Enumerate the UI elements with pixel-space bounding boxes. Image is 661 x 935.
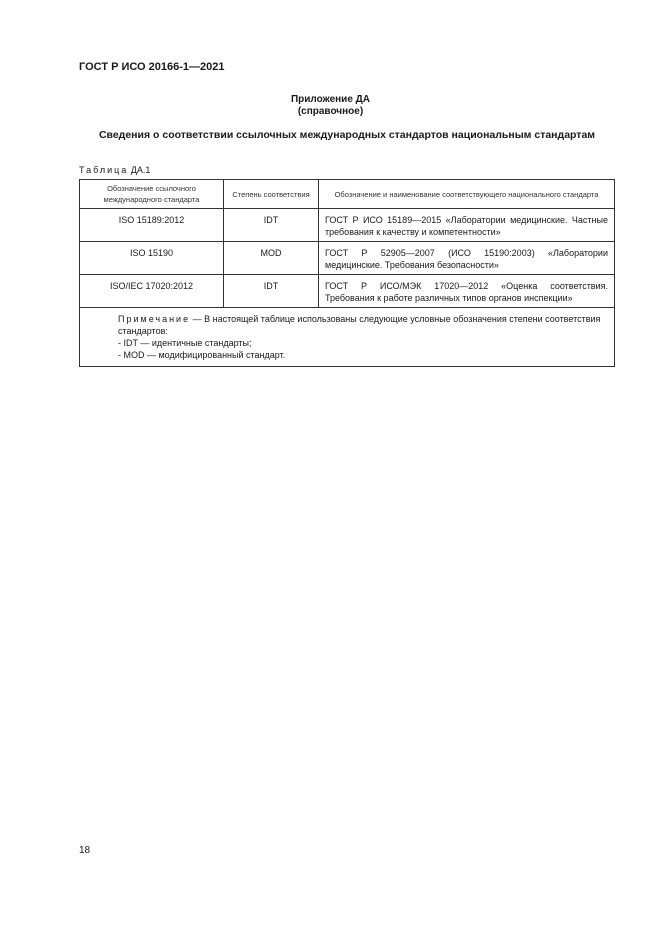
cell-national-standard: ГОСТ Р 52905—2007 (ИСО 15190:2003) «Лаборатории медицинские. Требования безопасности»: [319, 242, 615, 275]
note-text: — В настоящей таблице использованы следующие условные обозначения степени соответствия стандартов:: [118, 314, 601, 336]
table-caption-id: ДА.1: [130, 165, 151, 175]
note-item-idt: - IDT — идентичные стандарты;: [118, 338, 252, 348]
note-label: Примечание: [118, 314, 191, 324]
note-item-mod: - MOD — модифицированный стандарт.: [118, 350, 286, 360]
header-international-standard: Обозначение ссылочного международного стандарта: [80, 180, 224, 209]
header-degree: Степень соответствия: [224, 180, 319, 209]
header-national-standard: Обозначение и наименование соответствующего национального стандарта: [319, 180, 615, 209]
table-note-row: [80, 308, 615, 367]
page-number: 18: [79, 845, 91, 856]
cell-degree: IDT: [224, 275, 319, 308]
cell-national-standard: ГОСТ Р ИСО/МЭК 17020—2012 «Оценка соответствия. Требования к работе различных типов органов инспекции»: [319, 275, 615, 308]
cell-international-standard: ISO 15190: [80, 242, 224, 275]
table-caption-label: Таблица: [79, 165, 129, 175]
table-row: [80, 209, 615, 242]
appendix-kind: (справочное): [297, 106, 364, 117]
document-code: ГОСТ Р ИСО 20166-1—2021: [79, 61, 225, 73]
cell-international-standard: ISO/IEC 17020:2012: [80, 275, 224, 308]
table-caption: [79, 165, 150, 175]
note-paragraph: [86, 313, 608, 337]
appendix-title: Приложение ДА: [290, 94, 371, 105]
table-note: [80, 308, 615, 367]
cell-national-standard: ГОСТ Р ИСО 15189—2015 «Лаборатории медицинские. Частные требования к качеству и компетентности»: [319, 209, 615, 242]
table-header-row: [80, 180, 615, 209]
cell-degree: IDT: [224, 209, 319, 242]
section-title: Сведения о соответствии ссылочных международных стандартов национальным стандартам: [98, 129, 596, 141]
table-row: [80, 275, 615, 308]
table-row: [80, 242, 615, 275]
correspondence-table: [79, 179, 615, 367]
cell-degree: MOD: [224, 242, 319, 275]
cell-international-standard: ISO 15189:2012: [80, 209, 224, 242]
